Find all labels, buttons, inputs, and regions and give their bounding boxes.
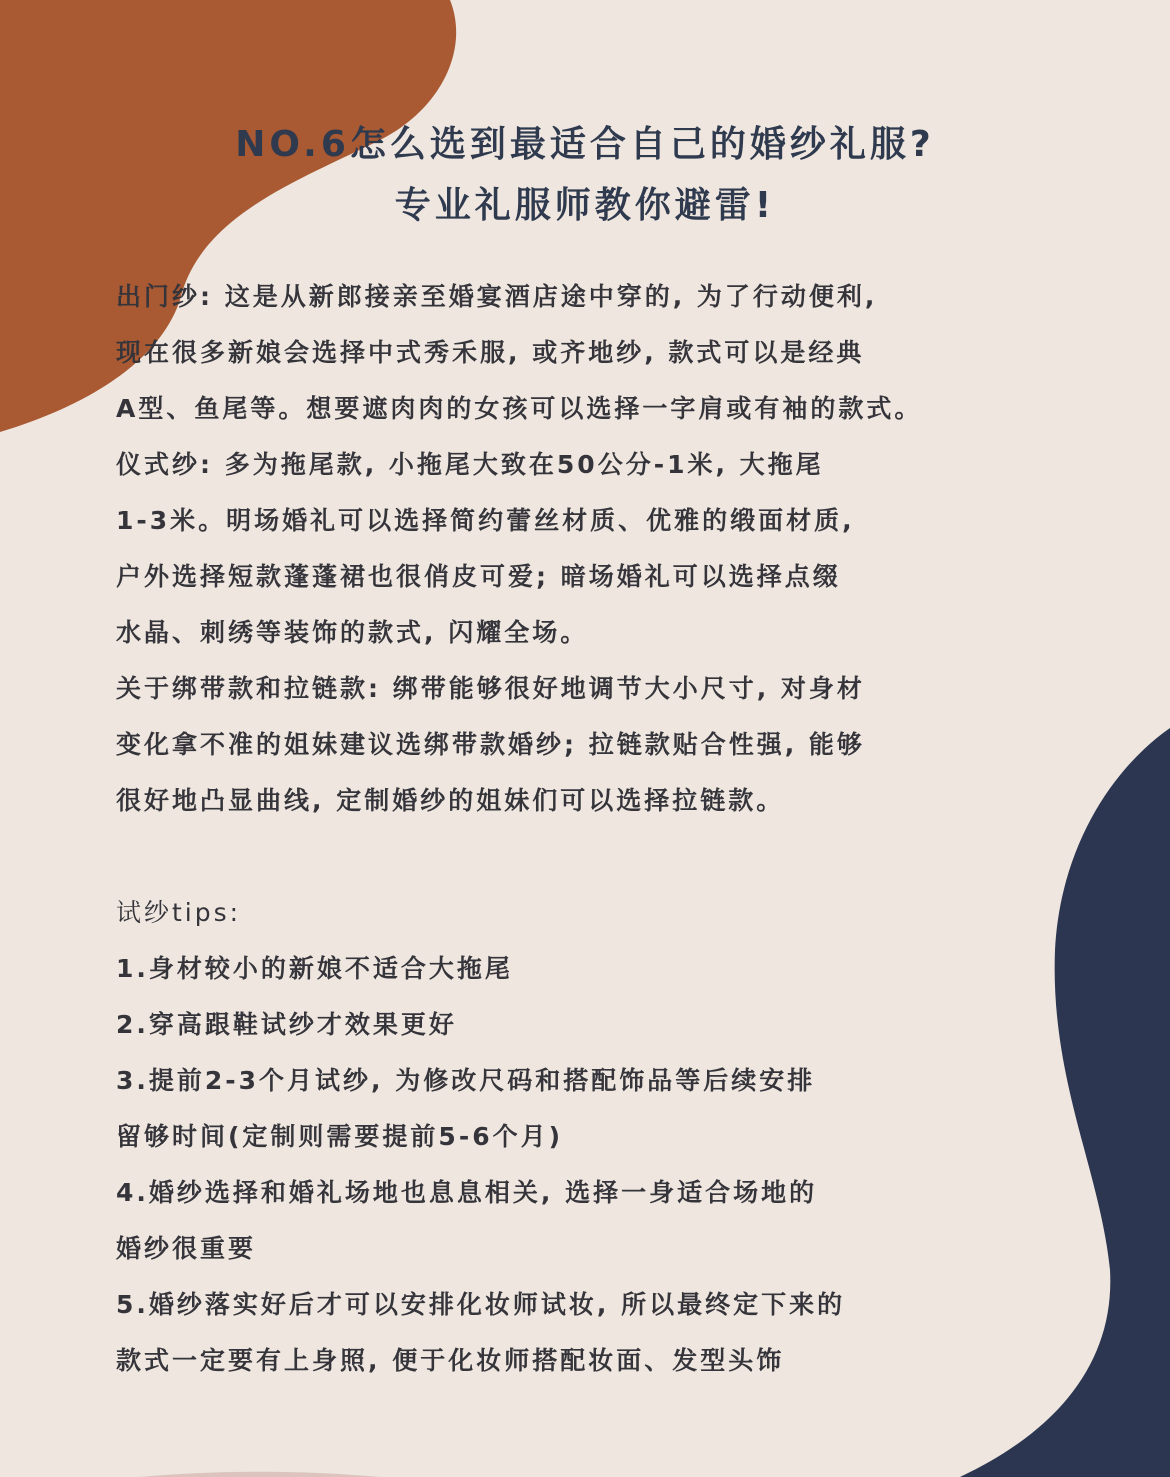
tips-line: 5.婚纱落实好后才可以安排化妆师试妆, 所以最终定下来的 <box>116 1290 846 1319</box>
tips-line: 留够时间(定制则需要提前5-6个月) <box>116 1122 564 1151</box>
body-line: 1-3米。明场婚礼可以选择简约蕾丝材质、优雅的缎面材质, <box>116 506 855 535</box>
body-line: 户外选择短款蓬蓬裙也很俏皮可爱; 暗场婚礼可以选择点缀 <box>116 562 841 591</box>
body-line: 出门纱: 这是从新郎接亲至婚宴酒店途中穿的, 为了行动便利, <box>116 282 878 311</box>
title-line-2: 专业礼服师教你避雷! <box>394 185 776 226</box>
tips-heading: 试纱tips: <box>116 898 242 927</box>
tips-line: 1.身材较小的新娘不适合大拖尾 <box>116 954 513 983</box>
body-line: 关于绑带款和拉链款: 绑带能够很好地调节大小尺寸, 对身材 <box>116 674 865 703</box>
tips-line: 4.婚纱选择和婚礼场地也息息相关, 选择一身适合场地的 <box>116 1178 818 1207</box>
tips-line: 款式一定要有上身照, 便于化妆师搭配妆面、发型头饰 <box>116 1346 785 1375</box>
tips-line: 3.提前2-3个月试纱, 为修改尺码和搭配饰品等后续安排 <box>116 1066 816 1095</box>
body-line: 很好地凸显曲线, 定制婚纱的姐妹们可以选择拉链款。 <box>116 786 785 815</box>
body-line: 水晶、刺绣等装饰的款式, 闪耀全场。 <box>116 618 589 647</box>
body-line: 现在很多新娘会选择中式秀禾服, 或齐地纱, 款式可以是经典 <box>116 338 865 367</box>
body-line: 仪式纱: 多为拖尾款, 小拖尾大致在50公分-1米, 大拖尾 <box>116 450 824 479</box>
body-line: 变化拿不准的姐妹建议选绑带款婚纱; 拉链款贴合性强, 能够 <box>116 730 865 759</box>
tips-line: 2.穿高跟鞋试纱才效果更好 <box>116 1010 457 1039</box>
body-line: A型、鱼尾等。想要遮肉肉的女孩可以选择一字肩或有袖的款式。 <box>116 394 923 423</box>
title-line-1: NO.6怎么选到最适合自己的婚纱礼服? <box>235 124 935 165</box>
tips-line: 婚纱很重要 <box>116 1234 257 1263</box>
